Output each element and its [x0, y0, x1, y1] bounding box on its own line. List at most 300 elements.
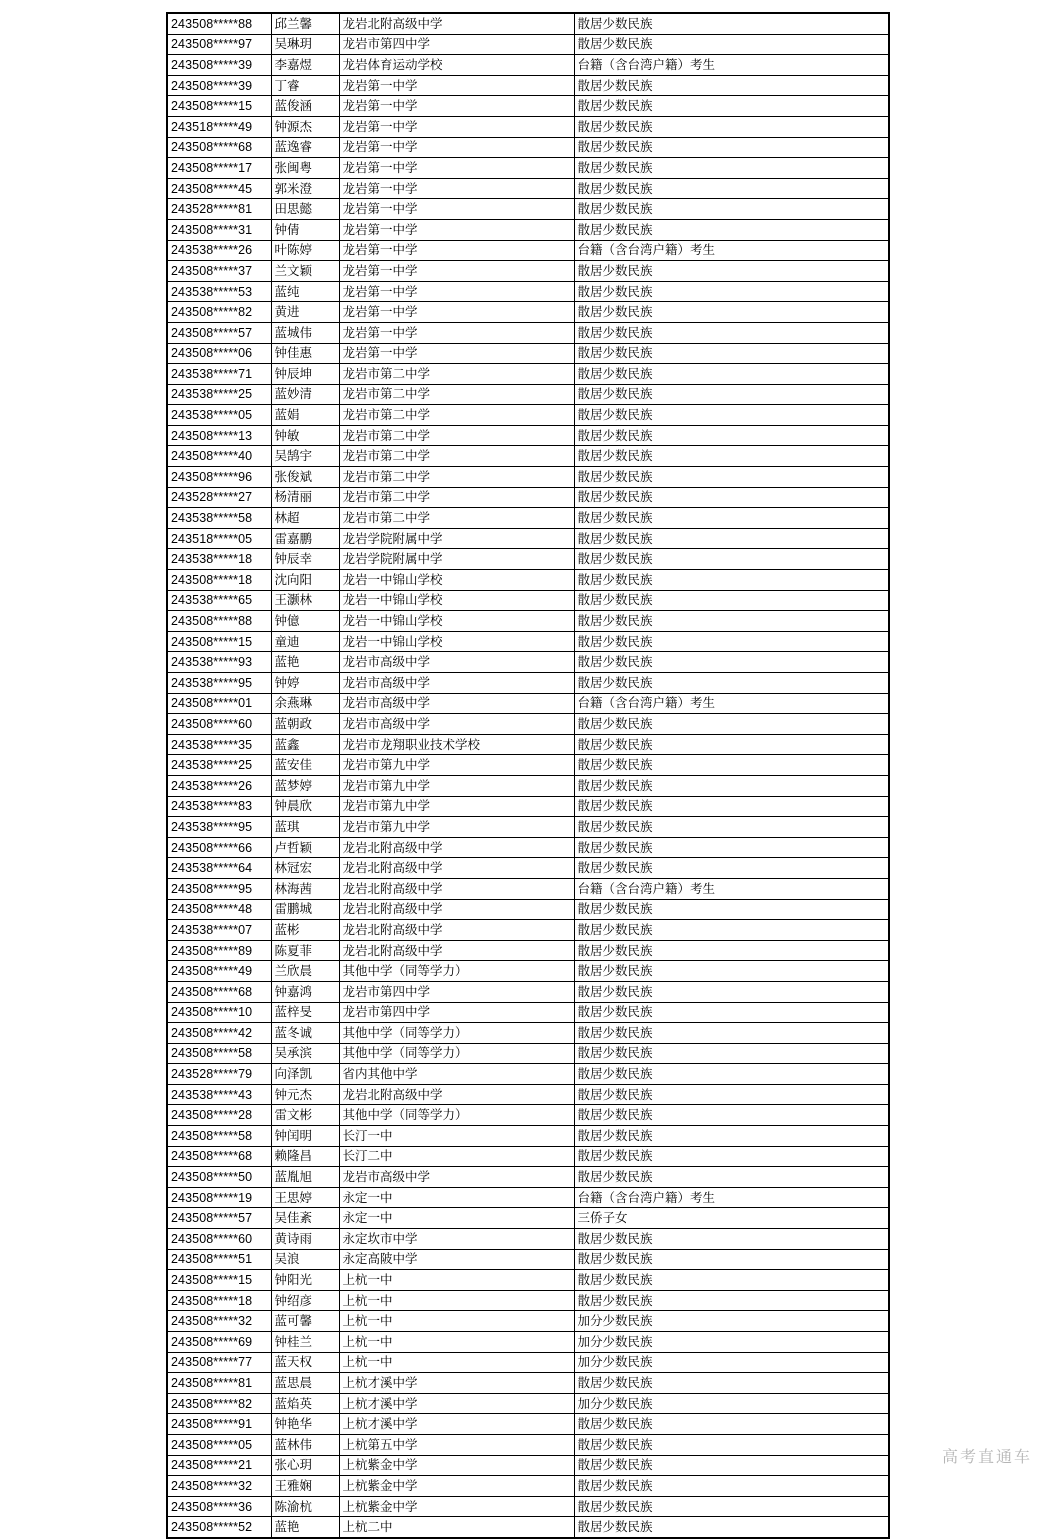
table-row: [167, 920, 889, 941]
candidate-category: 散居少数民族: [574, 940, 889, 961]
candidate-name: 蓝彬: [271, 920, 339, 941]
table-row: [167, 1393, 889, 1414]
candidate-school: 上杭才溪中学: [339, 1414, 574, 1435]
candidate-id: 243508*****97: [167, 34, 271, 55]
candidate-id: 243508*****01: [167, 693, 271, 714]
candidate-category: 散居少数民族: [574, 590, 889, 611]
candidate-category: 台籍（含台湾户籍）考生: [574, 693, 889, 714]
candidate-category: 散居少数民族: [574, 1373, 889, 1394]
table-row: [167, 1105, 889, 1126]
candidate-category: 加分少数民族: [574, 1311, 889, 1332]
candidate-name: 蓝梦婷: [271, 775, 339, 796]
candidate-category: 散居少数民族: [574, 13, 889, 34]
candidate-school: 龙岩第一中学: [339, 75, 574, 96]
candidate-school: 龙岩北附高级中学: [339, 13, 574, 34]
candidate-school: 省内其他中学: [339, 1064, 574, 1085]
candidate-category: 散居少数民族: [574, 920, 889, 941]
candidate-school: 龙岩市第二中学: [339, 364, 574, 385]
table-row: [167, 96, 889, 117]
candidate-id: 243508*****45: [167, 178, 271, 199]
candidate-school: 龙岩市第九中学: [339, 817, 574, 838]
candidate-school: 龙岩市第四中学: [339, 981, 574, 1002]
candidate-name: 田思懿: [271, 199, 339, 220]
table-row: [167, 75, 889, 96]
candidate-name: 童迪: [271, 631, 339, 652]
candidate-school: 上杭二中: [339, 1517, 574, 1538]
table-row: [167, 364, 889, 385]
candidate-category: 散居少数民族: [574, 219, 889, 240]
candidate-id: 243508*****95: [167, 878, 271, 899]
table-row: [167, 1434, 889, 1455]
candidate-id: 243508*****57: [167, 1208, 271, 1229]
table-row: [167, 611, 889, 632]
candidate-name: 李嘉煜: [271, 55, 339, 76]
candidate-name: 蓝纯: [271, 281, 339, 302]
candidate-id: 243508*****40: [167, 446, 271, 467]
candidate-id: 243538*****25: [167, 755, 271, 776]
candidate-category: 散居少数民族: [574, 1434, 889, 1455]
table-row: [167, 858, 889, 879]
candidate-school: 龙岩第一中学: [339, 240, 574, 261]
candidate-id: 243538*****65: [167, 590, 271, 611]
table-row: [167, 1249, 889, 1270]
roster-table: [166, 12, 890, 1539]
candidate-category: 散居少数民族: [574, 1146, 889, 1167]
table-row: [167, 631, 889, 652]
candidate-id: 243538*****93: [167, 652, 271, 673]
table-row: [167, 1126, 889, 1147]
candidate-school: 龙岩市第九中学: [339, 755, 574, 776]
candidate-category: 散居少数民族: [574, 775, 889, 796]
candidate-school: 龙岩北附高级中学: [339, 940, 574, 961]
table-row: [167, 796, 889, 817]
candidate-school: 龙岩北附高级中学: [339, 837, 574, 858]
table-row: [167, 1332, 889, 1353]
candidate-id: 243508*****48: [167, 899, 271, 920]
candidate-school: 龙岩市高级中学: [339, 673, 574, 694]
candidate-school: 龙岩市第九中学: [339, 775, 574, 796]
candidate-id: 243508*****37: [167, 261, 271, 282]
candidate-id: 243508*****60: [167, 1229, 271, 1250]
candidate-category: 散居少数民族: [574, 199, 889, 220]
candidate-school: 其他中学（同等学力）: [339, 961, 574, 982]
table-row: [167, 981, 889, 1002]
candidate-name: 丁睿: [271, 75, 339, 96]
candidate-school: 龙岩第一中学: [339, 158, 574, 179]
table-row: [167, 1167, 889, 1188]
candidate-name: 钟婷: [271, 673, 339, 694]
roster-table-container: [166, 12, 888, 1539]
candidate-category: 散居少数民族: [574, 34, 889, 55]
candidate-school: 上杭紫金中学: [339, 1455, 574, 1476]
candidate-name: 蓝可馨: [271, 1311, 339, 1332]
candidate-category: 台籍（含台湾户籍）考生: [574, 878, 889, 899]
candidate-id: 243508*****58: [167, 1126, 271, 1147]
candidate-name: 吴鹄宇: [271, 446, 339, 467]
candidate-category: 散居少数民族: [574, 734, 889, 755]
table-row: [167, 1352, 889, 1373]
candidate-name: 王雅娴: [271, 1476, 339, 1497]
candidate-name: 蓝鑫: [271, 734, 339, 755]
candidate-school: 龙岩市第二中学: [339, 508, 574, 529]
candidate-school: 龙岩第一中学: [339, 219, 574, 240]
candidate-category: 散居少数民族: [574, 837, 889, 858]
candidate-category: 散居少数民族: [574, 261, 889, 282]
candidate-id: 243508*****68: [167, 981, 271, 1002]
table-row: [167, 1043, 889, 1064]
candidate-category: 散居少数民族: [574, 75, 889, 96]
candidate-category: 台籍（含台湾户籍）考生: [574, 1187, 889, 1208]
candidate-id: 243538*****95: [167, 673, 271, 694]
table-row: [167, 55, 889, 76]
candidate-school: 龙岩北附高级中学: [339, 920, 574, 941]
candidate-category: 散居少数民族: [574, 508, 889, 529]
table-row: [167, 528, 889, 549]
table-row: [167, 1414, 889, 1435]
candidate-school: 龙岩学院附属中学: [339, 528, 574, 549]
candidate-school: 永定一中: [339, 1187, 574, 1208]
candidate-school: 永定坎市中学: [339, 1229, 574, 1250]
candidate-school: 其他中学（同等学力）: [339, 1105, 574, 1126]
table-row: [167, 1002, 889, 1023]
candidate-id: 243508*****15: [167, 96, 271, 117]
candidate-id: 243538*****18: [167, 549, 271, 570]
candidate-school: 上杭紫金中学: [339, 1476, 574, 1497]
candidate-name: 蓝娟: [271, 405, 339, 426]
candidate-school: 龙岩市第二中学: [339, 467, 574, 488]
candidate-school: 上杭一中: [339, 1352, 574, 1373]
table-row: [167, 384, 889, 405]
candidate-school: 其他中学（同等学力）: [339, 1023, 574, 1044]
candidate-category: 散居少数民族: [574, 1105, 889, 1126]
candidate-name: 王思婷: [271, 1187, 339, 1208]
table-row: [167, 158, 889, 179]
candidate-category: 散居少数民族: [574, 137, 889, 158]
candidate-school: 龙岩市高级中学: [339, 714, 574, 735]
candidate-name: 张闽粤: [271, 158, 339, 179]
candidate-school: 龙岩第一中学: [339, 137, 574, 158]
candidate-id: 243508*****39: [167, 55, 271, 76]
roster-table-body: [167, 13, 889, 1538]
table-row: [167, 405, 889, 426]
candidate-id: 243508*****81: [167, 1373, 271, 1394]
candidate-category: 加分少数民族: [574, 1393, 889, 1414]
candidate-name: 钟源杰: [271, 116, 339, 137]
candidate-school: 上杭第五中学: [339, 1434, 574, 1455]
candidate-id: 243538*****05: [167, 405, 271, 426]
candidate-category: 散居少数民族: [574, 611, 889, 632]
candidate-school: 龙岩市第二中学: [339, 446, 574, 467]
candidate-school: 上杭一中: [339, 1270, 574, 1291]
candidate-school: 长汀一中: [339, 1126, 574, 1147]
candidate-name: 张心玥: [271, 1455, 339, 1476]
candidate-school: 龙岩第一中学: [339, 96, 574, 117]
candidate-id: 243538*****26: [167, 775, 271, 796]
table-row: [167, 755, 889, 776]
candidate-category: 散居少数民族: [574, 96, 889, 117]
candidate-id: 243508*****18: [167, 1290, 271, 1311]
candidate-school: 上杭一中: [339, 1311, 574, 1332]
candidate-id: 243508*****52: [167, 1517, 271, 1538]
candidate-name: 蓝逸睿: [271, 137, 339, 158]
candidate-school: 龙岩市第四中学: [339, 34, 574, 55]
candidate-id: 243508*****13: [167, 425, 271, 446]
candidate-school: 龙岩第一中学: [339, 116, 574, 137]
candidate-id: 243508*****82: [167, 1393, 271, 1414]
table-row: [167, 734, 889, 755]
candidate-name: 钟倩: [271, 219, 339, 240]
table-row: [167, 1270, 889, 1291]
candidate-category: 散居少数民族: [574, 1414, 889, 1435]
candidate-category: 散居少数民族: [574, 1249, 889, 1270]
table-row: [167, 878, 889, 899]
candidate-id: 243508*****88: [167, 13, 271, 34]
candidate-name: 王灏林: [271, 590, 339, 611]
table-row: [167, 940, 889, 961]
candidate-id: 243508*****15: [167, 1270, 271, 1291]
candidate-id: 243508*****89: [167, 940, 271, 961]
candidate-category: 散居少数民族: [574, 961, 889, 982]
candidate-id: 243538*****58: [167, 508, 271, 529]
candidate-name: 邱兰馨: [271, 13, 339, 34]
candidate-id: 243508*****28: [167, 1105, 271, 1126]
candidate-name: 陈夏菲: [271, 940, 339, 961]
candidate-category: 散居少数民族: [574, 1270, 889, 1291]
table-row: [167, 199, 889, 220]
candidate-id: 243538*****43: [167, 1084, 271, 1105]
candidate-category: 散居少数民族: [574, 1476, 889, 1497]
candidate-school: 上杭一中: [339, 1290, 574, 1311]
candidate-id: 243538*****26: [167, 240, 271, 261]
candidate-name: 钟嘉鸿: [271, 981, 339, 1002]
candidate-name: 钟桂兰: [271, 1332, 339, 1353]
candidate-category: 散居少数民族: [574, 405, 889, 426]
candidate-category: 散居少数民族: [574, 981, 889, 1002]
candidate-name: 钟辰幸: [271, 549, 339, 570]
table-row: [167, 1023, 889, 1044]
candidate-id: 243538*****83: [167, 796, 271, 817]
candidate-id: 243508*****15: [167, 631, 271, 652]
candidate-id: 243508*****60: [167, 714, 271, 735]
table-row: [167, 302, 889, 323]
candidate-school: 龙岩第一中学: [339, 302, 574, 323]
candidate-name: 蓝俊涵: [271, 96, 339, 117]
candidate-category: 散居少数民族: [574, 1290, 889, 1311]
candidate-category: 散居少数民族: [574, 714, 889, 735]
table-row: [167, 13, 889, 34]
table-row: [167, 1517, 889, 1538]
candidate-school: 龙岩市第二中学: [339, 405, 574, 426]
candidate-name: 吴佳紊: [271, 1208, 339, 1229]
candidate-name: 郭米澄: [271, 178, 339, 199]
table-row: [167, 590, 889, 611]
table-row: [167, 549, 889, 570]
candidate-school: 龙岩北附高级中学: [339, 899, 574, 920]
candidate-school: 龙岩第一中学: [339, 322, 574, 343]
candidate-id: 243508*****31: [167, 219, 271, 240]
candidate-name: 蓝梓旻: [271, 1002, 339, 1023]
candidate-school: 龙岩体育运动学校: [339, 55, 574, 76]
candidate-id: 243508*****82: [167, 302, 271, 323]
candidate-school: 龙岩市第二中学: [339, 487, 574, 508]
candidate-id: 243508*****21: [167, 1455, 271, 1476]
candidate-name: 钟晨欣: [271, 796, 339, 817]
candidate-id: 243538*****25: [167, 384, 271, 405]
candidate-id: 243538*****07: [167, 920, 271, 941]
candidate-name: 钟元杰: [271, 1084, 339, 1105]
candidate-name: 钟艳华: [271, 1414, 339, 1435]
candidate-name: 钟辰坤: [271, 364, 339, 385]
candidate-name: 林冠宏: [271, 858, 339, 879]
candidate-name: 蓝焰英: [271, 1393, 339, 1414]
candidate-school: 龙岩市第二中学: [339, 384, 574, 405]
table-row: [167, 714, 889, 735]
candidate-category: 散居少数民族: [574, 755, 889, 776]
candidate-id: 243508*****10: [167, 1002, 271, 1023]
table-row: [167, 1455, 889, 1476]
candidate-name: 杨清丽: [271, 487, 339, 508]
watermark: 高考直通车: [941, 1447, 1032, 1466]
table-row: [167, 1187, 889, 1208]
table-row: [167, 508, 889, 529]
candidate-school: 龙岩市第九中学: [339, 796, 574, 817]
candidate-category: 台籍（含台湾户籍）考生: [574, 240, 889, 261]
candidate-id: 243508*****66: [167, 837, 271, 858]
candidate-id: 243538*****95: [167, 817, 271, 838]
candidate-school: 龙岩一中锦山学校: [339, 590, 574, 611]
candidate-id: 243538*****64: [167, 858, 271, 879]
candidate-id: 243508*****32: [167, 1311, 271, 1332]
candidate-id: 243508*****06: [167, 343, 271, 364]
candidate-category: 散居少数民族: [574, 549, 889, 570]
candidate-category: 散居少数民族: [574, 1002, 889, 1023]
candidate-category: 散居少数民族: [574, 1084, 889, 1105]
candidate-id: 243508*****18: [167, 570, 271, 591]
candidate-id: 243528*****27: [167, 487, 271, 508]
candidate-id: 243518*****05: [167, 528, 271, 549]
table-row: [167, 343, 889, 364]
table-row: [167, 1084, 889, 1105]
table-row: [167, 1311, 889, 1332]
candidate-school: 龙岩北附高级中学: [339, 858, 574, 879]
candidate-school: 龙岩一中锦山学校: [339, 570, 574, 591]
candidate-category: 三侨子女: [574, 1208, 889, 1229]
candidate-school: 龙岩市龙翔职业技术学校: [339, 734, 574, 755]
candidate-school: 龙岩市高级中学: [339, 652, 574, 673]
candidate-school: 永定一中: [339, 1208, 574, 1229]
candidate-id: 243508*****91: [167, 1414, 271, 1435]
candidate-id: 243508*****17: [167, 158, 271, 179]
candidate-name: 蓝天权: [271, 1352, 339, 1373]
candidate-name: 蓝朝政: [271, 714, 339, 735]
table-row: [167, 1208, 889, 1229]
candidate-category: 散居少数民族: [574, 1023, 889, 1044]
candidate-name: 黄诗雨: [271, 1229, 339, 1250]
table-row: [167, 322, 889, 343]
candidate-school: 龙岩市高级中学: [339, 693, 574, 714]
candidate-id: 243538*****35: [167, 734, 271, 755]
table-row: [167, 817, 889, 838]
candidate-school: 龙岩北附高级中学: [339, 878, 574, 899]
candidate-school: 龙岩市第四中学: [339, 1002, 574, 1023]
candidate-id: 243518*****49: [167, 116, 271, 137]
candidate-category: 散居少数民族: [574, 796, 889, 817]
candidate-category: 散居少数民族: [574, 673, 889, 694]
candidate-category: 散居少数民族: [574, 158, 889, 179]
candidate-school: 龙岩学院附属中学: [339, 549, 574, 570]
candidate-school: 龙岩第一中学: [339, 199, 574, 220]
candidate-category: 散居少数民族: [574, 631, 889, 652]
candidate-id: 243508*****88: [167, 611, 271, 632]
candidate-name: 吴浪: [271, 1249, 339, 1270]
candidate-name: 兰欣晨: [271, 961, 339, 982]
candidate-name: 蓝琪: [271, 817, 339, 838]
candidate-category: 散居少数民族: [574, 1126, 889, 1147]
candidate-id: 243508*****19: [167, 1187, 271, 1208]
candidate-name: 黄进: [271, 302, 339, 323]
candidate-id: 243508*****36: [167, 1496, 271, 1517]
table-row: [167, 261, 889, 282]
candidate-name: 蓝胤旭: [271, 1167, 339, 1188]
candidate-school: 长汀二中: [339, 1146, 574, 1167]
candidate-category: 散居少数民族: [574, 425, 889, 446]
table-row: [167, 240, 889, 261]
candidate-name: 钟敏: [271, 425, 339, 446]
candidate-id: 243508*****50: [167, 1167, 271, 1188]
candidate-id: 243508*****42: [167, 1023, 271, 1044]
table-row: [167, 467, 889, 488]
candidate-category: 散居少数民族: [574, 528, 889, 549]
candidate-id: 243528*****81: [167, 199, 271, 220]
table-row: [167, 1229, 889, 1250]
candidate-name: 兰文颖: [271, 261, 339, 282]
table-row: [167, 446, 889, 467]
candidate-category: 散居少数民族: [574, 178, 889, 199]
candidate-name: 林海茜: [271, 878, 339, 899]
candidate-school: 龙岩第一中学: [339, 178, 574, 199]
candidate-category: 散居少数民族: [574, 467, 889, 488]
candidate-name: 吴琳玥: [271, 34, 339, 55]
table-row: [167, 1476, 889, 1497]
candidate-category: 散居少数民族: [574, 899, 889, 920]
candidate-category: 散居少数民族: [574, 384, 889, 405]
candidate-id: 243508*****51: [167, 1249, 271, 1270]
candidate-school: 永定高陂中学: [339, 1249, 574, 1270]
candidate-name: 钟億: [271, 611, 339, 632]
candidate-category: 散居少数民族: [574, 652, 889, 673]
table-row: [167, 1146, 889, 1167]
candidate-school: 龙岩北附高级中学: [339, 1084, 574, 1105]
candidate-category: 散居少数民族: [574, 446, 889, 467]
candidate-category: 散居少数民族: [574, 116, 889, 137]
candidate-name: 蓝冬诚: [271, 1023, 339, 1044]
candidate-category: 散居少数民族: [574, 858, 889, 879]
candidate-id: 243508*****68: [167, 1146, 271, 1167]
candidate-name: 蓝艳: [271, 1517, 339, 1538]
candidate-school: 上杭紫金中学: [339, 1496, 574, 1517]
table-row: [167, 137, 889, 158]
candidate-name: 雷鹏城: [271, 899, 339, 920]
table-row: [167, 178, 889, 199]
candidate-id: 243508*****32: [167, 1476, 271, 1497]
candidate-category: 散居少数民族: [574, 281, 889, 302]
table-row: [167, 961, 889, 982]
candidate-school: 龙岩第一中学: [339, 281, 574, 302]
candidate-name: 吴承滨: [271, 1043, 339, 1064]
candidate-category: 散居少数民族: [574, 1167, 889, 1188]
candidate-category: 散居少数民族: [574, 1043, 889, 1064]
candidate-name: 蓝思晨: [271, 1373, 339, 1394]
